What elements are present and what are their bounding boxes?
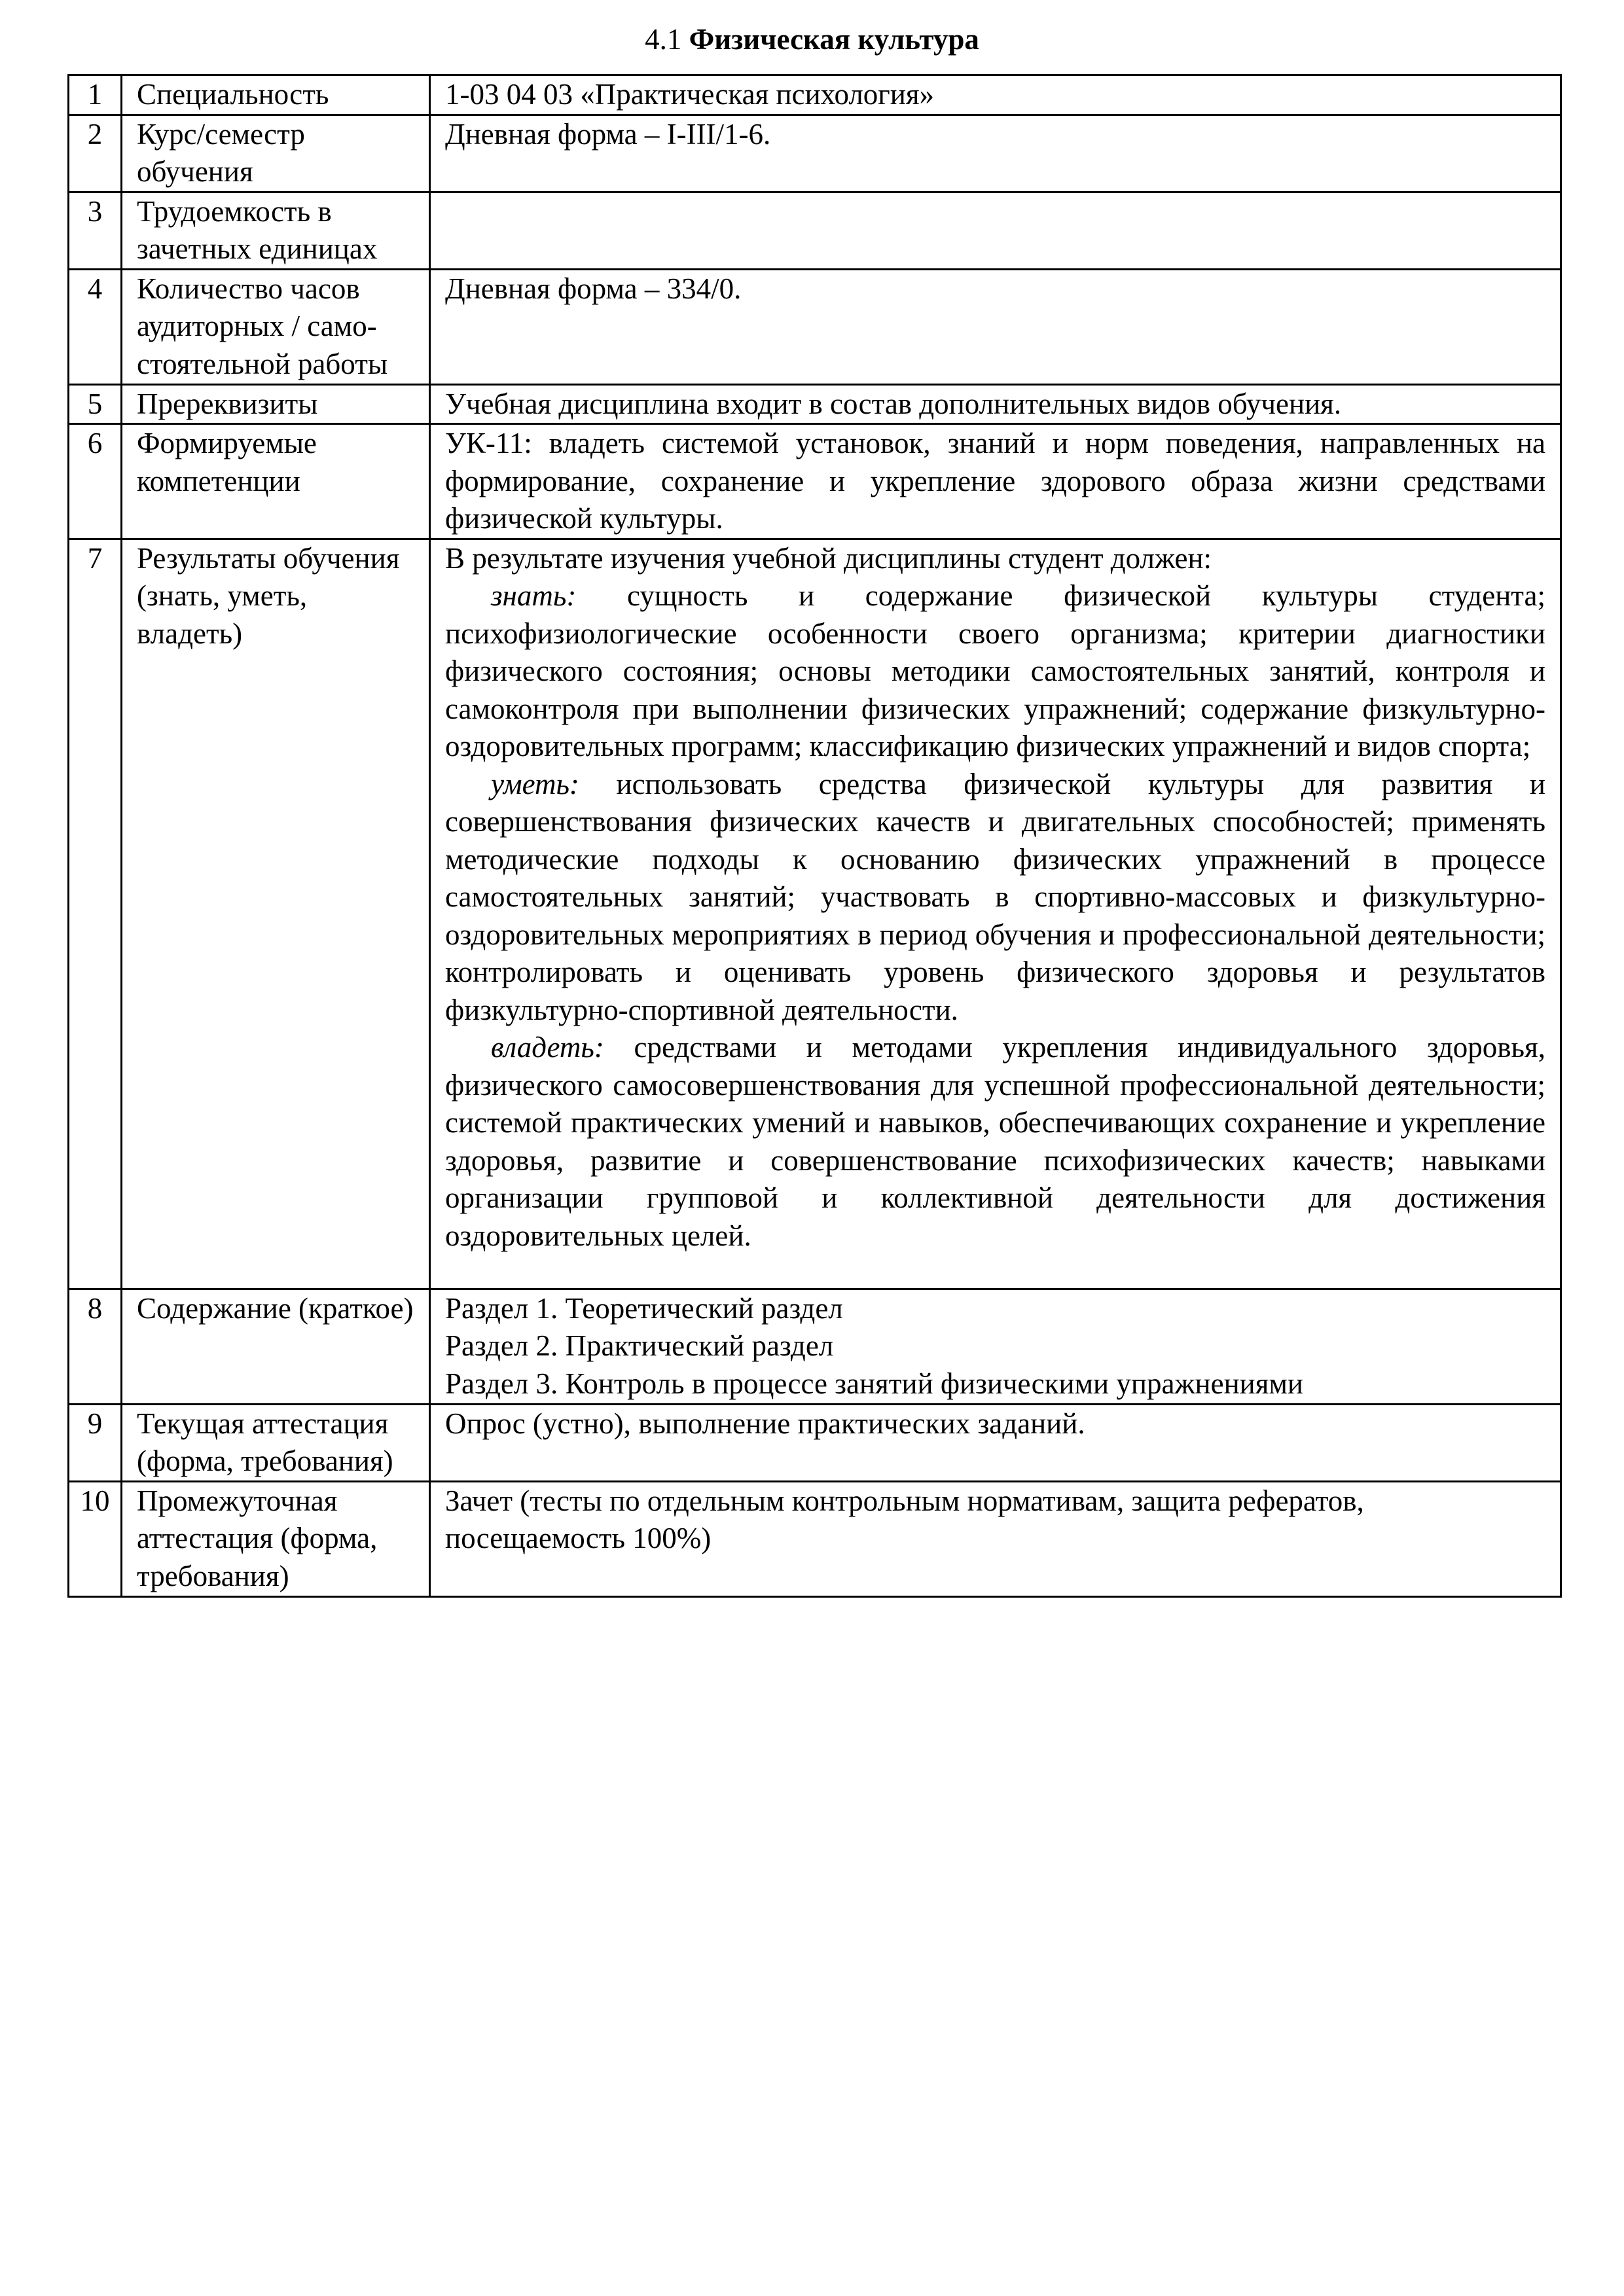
- page-title: [0, 20, 1624, 59]
- table-row: [69, 115, 1561, 192]
- section-number: 4.1: [645, 23, 682, 56]
- content-line: Раздел 2. Практический раздел: [445, 1329, 834, 1362]
- know-text: сущность и содержание физической культуры студента; психофизиологические особенности своего организма; критерии диагностики физического состояния; основы методики самостоятельных занятий, контроля и самоконтроля при выполнении физических упражнений; содержание физкультурно-оздоровительных программ; классификацию физических упражнений и видов спорта;: [445, 579, 1545, 762]
- section-name: Физическая культура: [689, 23, 979, 56]
- row-label: Количество часов аудиторных / самостоятельной работы: [122, 269, 430, 384]
- row-number: 5: [69, 384, 122, 424]
- row-number: 10: [69, 1481, 122, 1596]
- row-label: Специальность: [122, 75, 430, 115]
- content-line: Раздел 1. Теоретический раздел: [445, 1291, 843, 1325]
- table-row: [69, 424, 1561, 539]
- row-number: 1: [69, 75, 122, 115]
- row-label: Пререквизиты: [122, 384, 430, 424]
- table-row: [69, 1481, 1561, 1596]
- outcomes-intro: В результате изучения учебной дисциплины студент должен:: [445, 541, 1212, 575]
- table-row: [69, 75, 1561, 115]
- row-value: Дневная форма – 334/0.: [430, 269, 1561, 384]
- row-number: 7: [69, 539, 122, 1289]
- row-label: Результаты обучения (знать, уметь, владеть): [122, 539, 430, 1289]
- outcomes-can: [445, 766, 1545, 1030]
- row-number: 2: [69, 115, 122, 192]
- row-label: Текущая аттестация (форма, требования): [122, 1404, 430, 1481]
- know-term: знать:: [491, 579, 577, 612]
- table-row: [69, 269, 1561, 384]
- row-value: Опрос (устно), выполнение практических заданий.: [430, 1404, 1561, 1481]
- table-row: [69, 384, 1561, 424]
- row-number: 3: [69, 192, 122, 269]
- discipline-info-table: [67, 74, 1562, 1598]
- outcomes-know: [445, 577, 1545, 766]
- row-number: 6: [69, 424, 122, 539]
- row-number: 8: [69, 1289, 122, 1404]
- own-text: средствами и методами укрепления индивидуального здоровья, физического самосовершенствования для успешной профессиональной деятельности; системой практических умений и навыков, обеспечивающих сохранение и укрепление здоровья, развитие и совершенствование психофизических качеств; навыками организации групповой и коллективной деятельности для достижения оздоровительных целей.: [445, 1031, 1545, 1252]
- row-value: УК-11: владеть системой установок, знаний и норм поведения, направленных на формирование, сохранение и укрепление здорового образа жизни средствами физической культуры.: [430, 424, 1561, 539]
- table-row: [69, 1289, 1561, 1404]
- row-label: Промежуточная аттестация (форма, требования): [122, 1481, 430, 1596]
- can-term: уметь:: [491, 767, 579, 800]
- row-value: Зачет (тесты по отдельным контрольным нормативам, защита рефератов, посещаемость 100%): [430, 1481, 1561, 1596]
- table-row: [69, 1404, 1561, 1481]
- table-row: [69, 192, 1561, 269]
- row-label: Курс/семестр обучения: [122, 115, 430, 192]
- outcomes-own: [445, 1029, 1545, 1255]
- own-term: владеть:: [491, 1031, 604, 1064]
- row-label: Формируемые компетенции: [122, 424, 430, 539]
- row-label: Содержание (краткое): [122, 1289, 430, 1404]
- row-number: 4: [69, 269, 122, 384]
- row-value: Дневная форма – I-III/1-6.: [430, 115, 1561, 192]
- row-value: Учебная дисциплина входит в состав дополнительных видов обучения.: [430, 384, 1561, 424]
- row-label: Трудоемкость в зачетных единицах: [122, 192, 430, 269]
- row-value: [430, 192, 1561, 269]
- learning-outcomes: [430, 539, 1561, 1289]
- table-row: [69, 539, 1561, 1289]
- content-line: Раздел 3. Контроль в процессе занятий физическими упражнениями: [445, 1367, 1303, 1400]
- can-text: использовать средства физической культуры для развития и совершенствования физических качеств и двигательных способностей; применять методические подходы к основанию физических упражнений в процессе самостоятельных занятий; участвовать в спортивно-массовых и физкультурно-оздоровительных мероприятиях в период обучения и профессиональной деятельности; контролировать и оценивать уровень физического здоровья и результатов физкультурно-спортивной деятельности.: [445, 767, 1545, 1026]
- row-number: 9: [69, 1404, 122, 1481]
- row-value: 1-03 04 03 «Практическая психология»: [430, 75, 1561, 115]
- content-sections: [430, 1289, 1561, 1404]
